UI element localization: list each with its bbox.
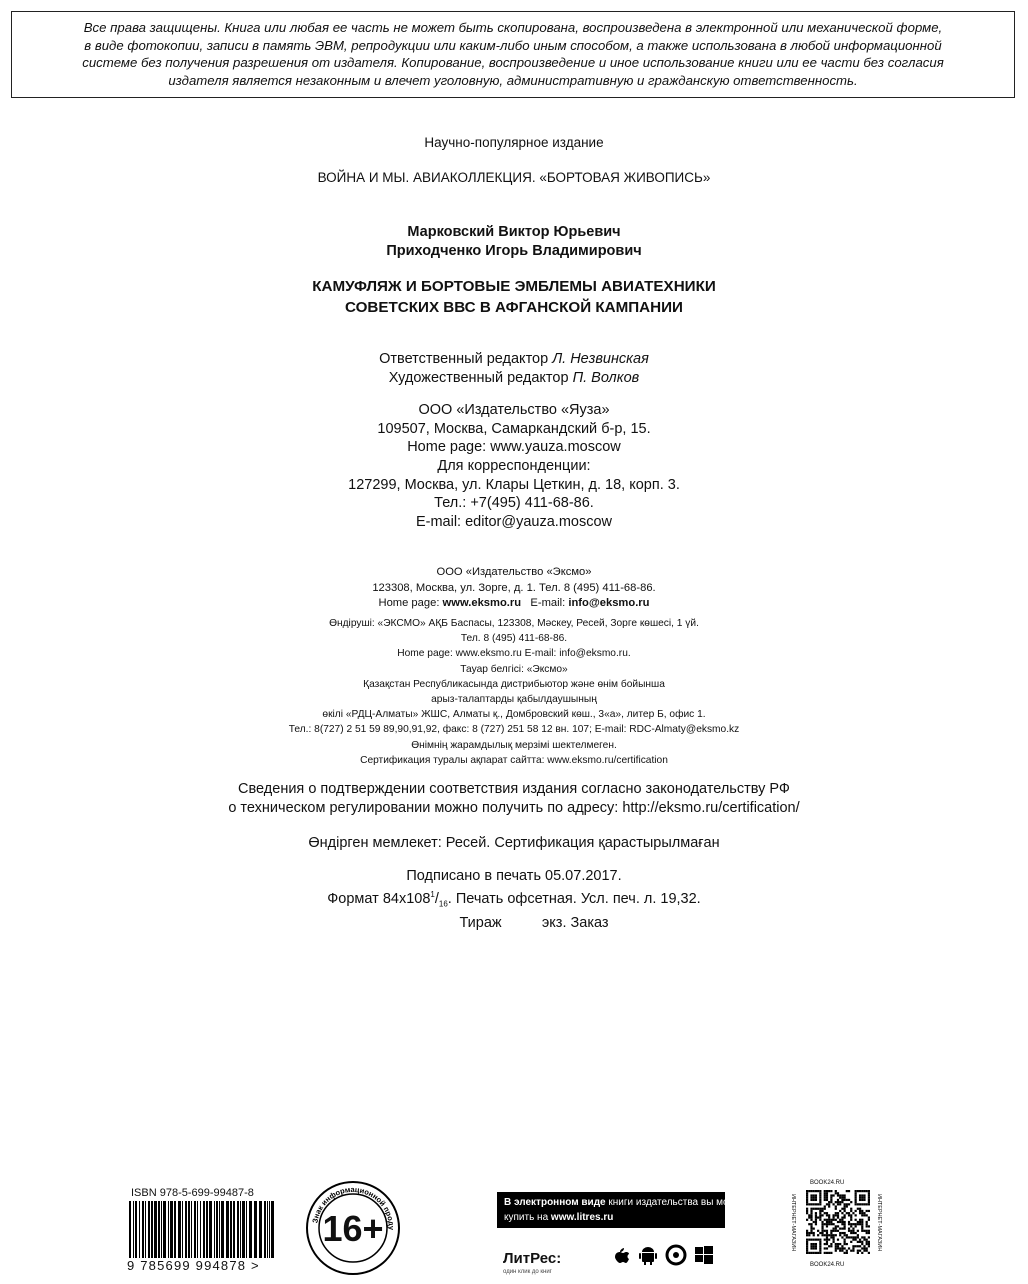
book24-top-label: BOOK24.RU [810,1180,845,1186]
kazakh-line: Тел.: 8(727) 2 51 59 89,90,91,92, факс: 8 (727) 251 58 12 вн. 107; E-mail: RDC-Almaty@eksmo.kz [288,724,740,736]
litres-promo [497,1192,751,1280]
book24-qr-block [788,1180,888,1276]
correspondence-line: E-mail: editor@yauza.moscow [415,513,613,530]
title-line-1: КАМУФЛЯЖ И БОРТОВЫЕ ЭМБЛЕМЫ АВИАТЕХНИКИ [312,278,716,295]
certification-line: Сведения о подтверждении соответствия издания согласно законодательству РФ [238,781,790,797]
kazakh-line: Тел. 8 (495) 411-68-86. [460,633,568,645]
kazakh-line: Өнімнің жарамдылық мерзімі шектелмеген. [411,739,617,751]
eksmo-address: 123308, Москва, ул. Зорге, д. 1. Тел. 8 (495) 411-68-86. [372,581,656,594]
author-1: Марковский Виктор Юрьевич [407,224,621,240]
responsible-editor-label: Ответственный редактор [379,351,549,367]
litres-line-1 [504,1195,751,1210]
barcode-digits: 9 785699 994878 > [127,1258,292,1273]
print-format: Формат $84x108^1/_{16}$. Печать офсетная. Усл. печ. л. 19,32. [327,889,701,909]
litres-line-1-bold: В электронном виде [504,1197,606,1208]
book-title [0,276,1028,318]
apple-icon [609,1244,631,1266]
eksmo-block [0,565,1028,612]
correspondence-address [0,457,1028,531]
responsible-editor-name: Л. Незвинская [552,351,649,367]
title-line-2: СОВЕТСКИХ ВВС В АФГАНСКОЙ КАМПАНИИ [345,299,683,316]
android-icon [637,1244,659,1266]
kazakh-line: Өндіруші: «ЭКСМО» АҚБ Баспасы, 123308, Мәскеу, Ресей, Зорге көшесі, 1 үй. [329,618,699,629]
copyright-line: в виде фотокопии, записи в память ЭВМ, репродукции или каким-либо иным способом, а также использована в любой информационной [84,37,942,53]
qr-code-icon[interactable] [806,1190,870,1254]
litres-slogan: один клик до книг [503,1269,552,1275]
book24-bottom-label: BOOK24.RU [810,1262,845,1268]
certification-line: о техническом регулировании можно получить по адресу: http://eksmo.ru/certification/ [228,799,800,816]
format-prefix: Формат 84x108 [327,890,431,907]
eksmo-contacts [0,596,1028,612]
eksmo-email-link[interactable]: info@eksmo.ru [568,597,650,609]
litres-logo: ЛитРес: [503,1250,562,1267]
signed-to-print: Подписано в печать 05.07.2017. [406,868,622,884]
art-editor-label: Художественный редактор [388,369,569,386]
kazakh-info [0,616,1028,768]
copyright-line: издателя является незаконным и влечет уголовную, административную и гражданскую ответственность. [168,72,858,88]
tirage-suffix: экз. Заказ [541,914,609,931]
editors [0,350,1028,387]
certification-note [0,780,1028,817]
book24-side-right: ИНТЕРНЕТ-МАГАЗИН [876,1194,882,1252]
authors [0,223,1028,260]
format-sup: 1 [430,889,435,899]
litres-line-2 [504,1210,718,1225]
tirage-label: Тираж [459,914,502,931]
isbn: ISBN 978-5-699-99487-8 [131,1187,254,1199]
book24-side-left: ИНТЕРНЕТ-МАГАЗИН [790,1194,796,1252]
series-title: ВОЙНА И МЫ. АВИАКОЛЛЕКЦИЯ. «БОРТОВАЯ ЖИВОПИСЬ» [317,170,711,185]
browser-icon [665,1244,687,1266]
kazakh-line: өкілі «РДЦ-Алматы» ЖШС, Алматы қ., Домбровский көш., 3«а», литер Б, офис 1. [322,709,706,721]
correspondence-line: 127299, Москва, ул. Клары Цеткин, д. 18, корп. 3. [348,476,680,493]
copyright-notice [11,11,1015,98]
kazakh-line: Сертификация туралы ақпарат сайтта: www.eksmo.ru/certification [360,754,668,766]
kazakh-line: арыз-талаптарды қабылдаушының [431,694,597,706]
age-badge-caption: Знак информационной проду [310,1184,397,1231]
litres-link[interactable]: www.litres.ru [550,1212,614,1223]
art-editor [0,369,1028,388]
correspondence-line: Тел.: +7(495) 411-68-86. [434,495,594,511]
author-2: Приходченко Игорь Владимирович [386,242,642,259]
litres-line-1-rest: книги издательства вы можете [605,1197,751,1208]
eksmo-email-label: E-mail: [530,597,569,609]
kazakh-line: Тауар белгісі: «Эксмо» [460,663,568,675]
yauza-line: Home page: www.yauza.moscow [407,439,621,455]
age-rating-value: 16+ [322,1208,384,1249]
kazakh-line: Home page: www.eksmo.ru E-mail: info@eksmo.ru. [397,648,631,660]
responsible-editor [0,350,1028,369]
litres-banner [497,1192,751,1228]
yauza-address [0,401,1028,457]
eksmo-home-link[interactable]: www.eksmo.ru [442,597,522,609]
tirage [0,914,1028,933]
yauza-line: ООО «Издательство «Яуза» [418,402,610,418]
correspondence-line: Для корреспонденции: [437,458,591,474]
print-details [0,867,1028,932]
origin-country: Өндірген мемлекет: Ресей. Сертификация қарастырылмаған [308,835,720,851]
kazakh-line: Қазақстан Республикасында дистрибьютор және өнім бойынша [363,678,665,690]
copyright-line: системе без получения разрешения от издателя. Копирование, воспроизведение и иное использование книги или ее части без согласия [82,55,944,70]
art-editor-name: П. Волков [572,369,640,386]
yauza-line: 109507, Москва, Самаркандский б-р, 15. [377,420,651,437]
windows-icon [693,1244,715,1266]
copyright-line: Все права защищены. Книга или любая ее часть не может быть скопирована, воспроизведена в электронной или механической форме, [83,20,943,35]
age-rating-badge [300,1178,406,1278]
eksmo-home-label: Home page: [378,597,443,609]
edition-type: Научно-популярное издание [424,135,604,150]
format-sub: 16 [438,899,448,909]
format-suffix: . Печать офсетная. Усл. печ. л. 19,32. [447,890,701,907]
eksmo-name: ООО «Издательство «Эксмо» [436,566,592,578]
litres-line-2-prefix: купить на [504,1212,551,1223]
